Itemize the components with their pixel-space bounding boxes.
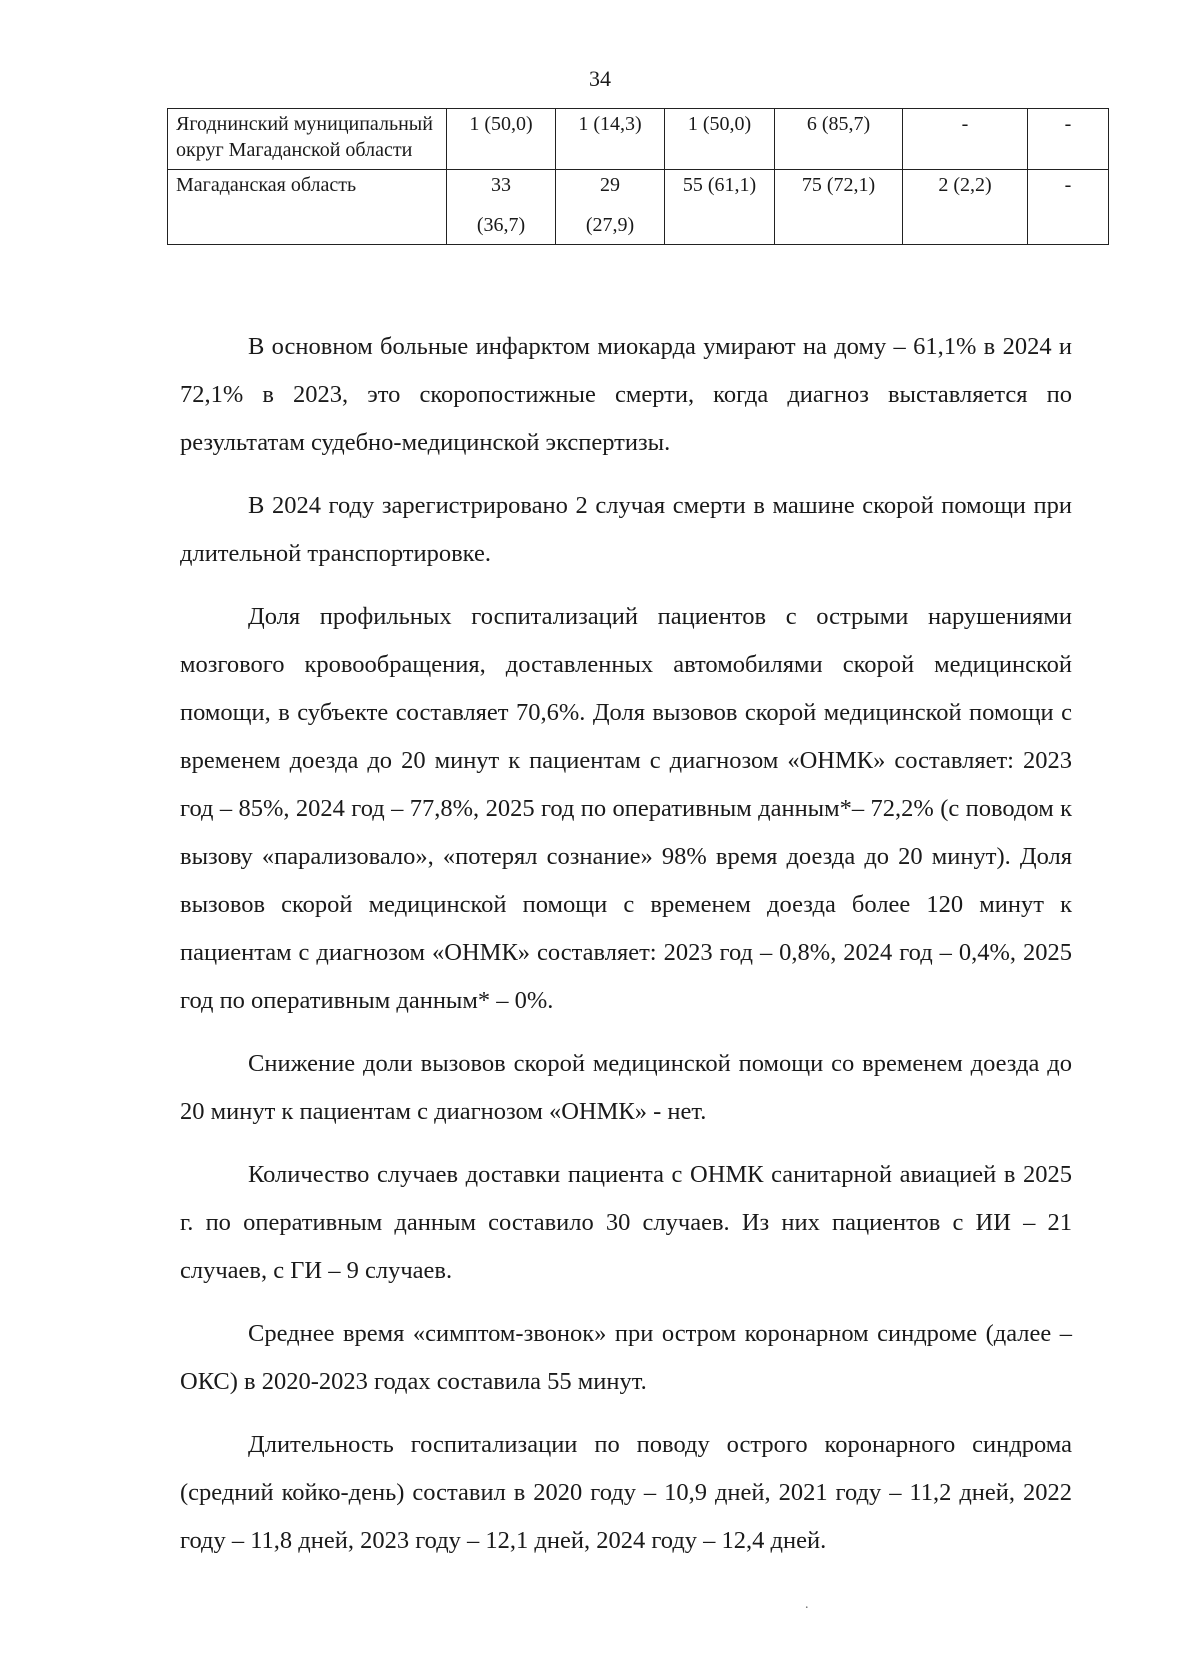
region-cell: Магаданская область (168, 170, 447, 245)
value-cell: 1 (50,0) (447, 109, 556, 170)
paragraph: Доля профильных госпитализаций пациентов с острыми нарушениями мозгового кровообращения, доставленных автомобилями скорой медицинской помощи, в субъекте составляет 70,6%. Доля вызовов скорой медицинской помощи с временем доезда до 20 минут к пациентам с диагнозом «ОНМК» составляет: 2023 год – 85%, 2024 год – 77,8%, 2025 год по оперативным данным*– 72,2% (с поводом к вызову «парализовало», «потерял сознание» 98% время доезда до 20 минут). Доля вызовов скорой медицинской помощи с временем доезда более 120 минут к пациентам с диагнозом «ОНМК» составляет: 2023 год – 0,8%, 2024 год – 0,4%, 2025 год по оперативным данным* – 0%. (180, 603, 1072, 1014)
paragraph: Количество случаев доставки пациента с ОНМК санитарной авиацией в 2025 г. по оперативным данным составило 30 случаев. Из них пациентов с ИИ – 21 случаев, с ГИ – 9 случаев. (180, 1161, 1072, 1284)
value-cell: 2 (2,2) (903, 170, 1028, 245)
value-cell: - (1028, 170, 1109, 245)
value-cell: 1 (50,0) (665, 109, 775, 170)
value-cell: 55 (61,1) (665, 170, 775, 245)
paragraph: Снижение доли вызовов скорой медицинской помощи со временем доезда до 20 минут к пациентам с диагнозом «ОНМК» - нет. (180, 1050, 1072, 1125)
table-row (168, 170, 1109, 245)
value-cell: - (903, 109, 1028, 170)
value-cell (447, 170, 556, 245)
value-bottom: (36,7) (476, 214, 526, 236)
page-number: 34 (589, 66, 611, 91)
statistics-table (167, 108, 1109, 245)
body-text (180, 323, 1072, 1580)
region-cell: Ягоднинский муниципальный округ Магаданской области (168, 109, 447, 170)
footer-mark: . (805, 1597, 809, 1612)
paragraph: В основном больные инфарктом миокарда умирают на дому – 61,1% в 2024 и 72,1% в 2023, это скоропостижные смерти, когда диагноз выставляется по результатам судебно-медицинской экспертизы. (180, 333, 1072, 456)
value-top: 33 (491, 174, 511, 196)
value-cell: 75 (72,1) (775, 170, 903, 245)
value-cell: 1 (14,3) (556, 109, 665, 170)
paragraph: В 2024 году зарегистрировано 2 случая смерти в машине скорой помощи при длительной транспортировке. (180, 492, 1072, 567)
paragraph: Длительность госпитализации по поводу острого коронарного синдрома (средний койко-день) составил в 2020 году – 10,9 дней, 2021 году – 11,2 дней, 2022 году – 11,8 дней, 2023 году – 12,1 дней, 2024 году – 12,4 дней. (180, 1431, 1072, 1554)
value-cell: 6 (85,7) (775, 109, 903, 170)
value-cell: - (1028, 109, 1109, 170)
paragraph: Среднее время «симптом-звонок» при остром коронарном синдроме (далее – ОКС) в 2020-2023 годах составила 55 минут. (180, 1320, 1072, 1395)
value-cell (556, 170, 665, 245)
value-top: 29 (600, 174, 620, 196)
table-row (168, 109, 1109, 170)
value-bottom: (27,9) (585, 214, 635, 236)
